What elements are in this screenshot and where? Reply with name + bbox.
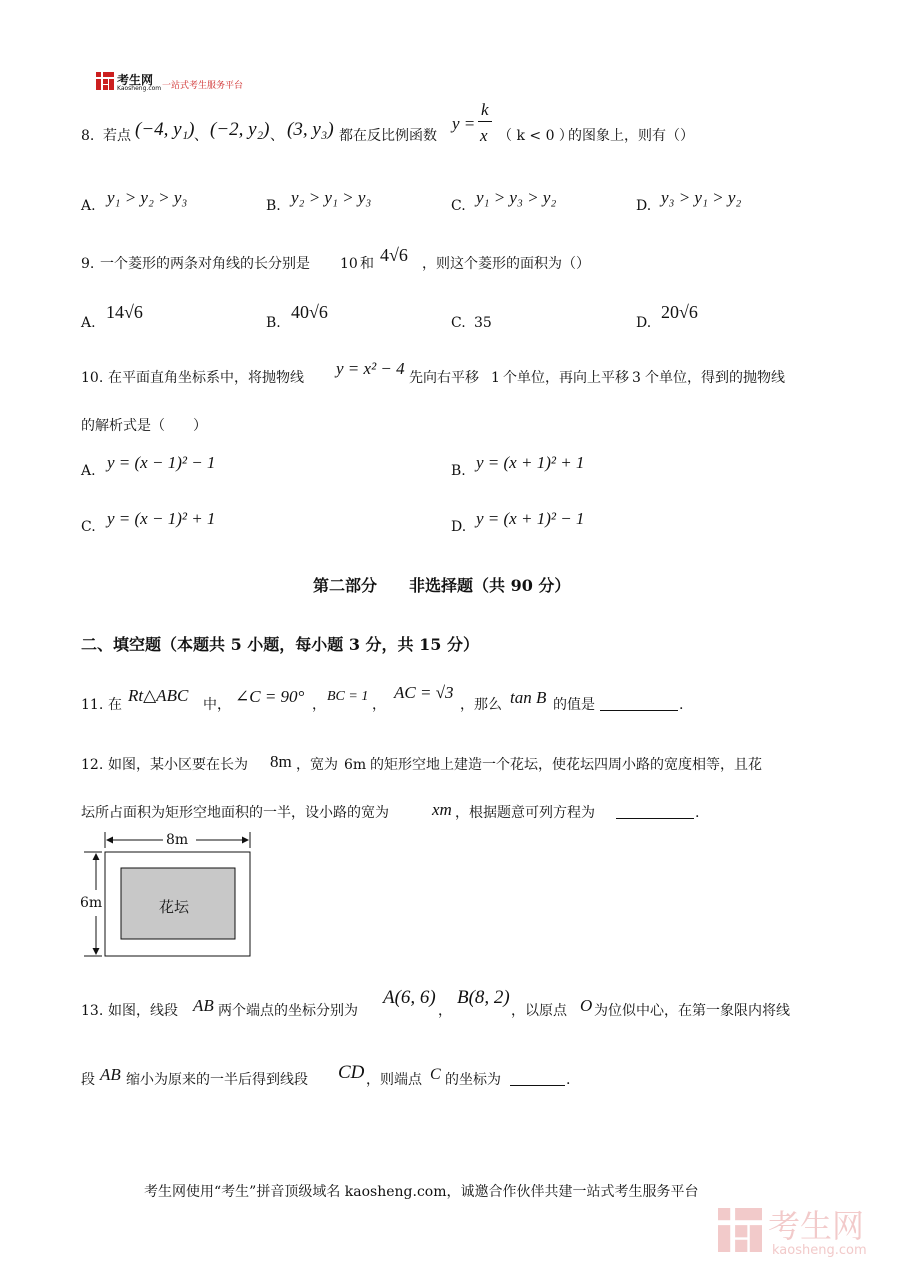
watermark	[718, 1203, 888, 1263]
q13-text-line2b: 缩小为原来的一半后得到线段	[126, 1072, 308, 1088]
q13-ab-2: AB	[100, 1065, 121, 1084]
q13-comma: ，	[438, 1003, 452, 1019]
q12-number: 12.	[81, 757, 104, 773]
q12-figure	[78, 830, 258, 960]
q12-end: .	[695, 805, 700, 821]
part-two-heading: 第二部分 非选择题（共 90 分）	[313, 576, 571, 595]
q11-comma-2: ，	[372, 697, 386, 713]
q9-value-a: 10	[340, 256, 358, 272]
q11-ac: AC = √3	[394, 683, 454, 702]
section-two-heading: 二、填空题（本题共 5 小题，每小题 3 分，共 15 分）	[81, 635, 479, 654]
q9-option-c: 35	[474, 315, 492, 331]
q8-number: 8.	[81, 128, 95, 144]
q12-text-line2a: 坛所占面积为矩形空地面积的一半，设小路的宽为	[81, 805, 389, 821]
watermark-domain: kaosheng.com	[772, 1243, 867, 1258]
logo-slogan: 一站式考生服务平台	[162, 81, 244, 91]
q13-text-post: 为位似中心，在第一象限内将线	[594, 1003, 790, 1019]
q10-text-mid1: 先向右平移	[409, 370, 479, 386]
q8-option-b-label: B.	[266, 198, 281, 214]
q12-length: 8m	[270, 752, 292, 771]
q9-option-a: 14√6	[106, 302, 143, 322]
q13-text-mid1: 两个端点的坐标分别为	[218, 1003, 358, 1019]
q13-cd: CD	[338, 1062, 365, 1083]
q13-text-pre: 如图，线段	[108, 1003, 178, 1019]
logo-domain: Kaosheng.com	[117, 85, 162, 92]
q10-option-d: y = (x + 1)² − 1	[476, 509, 585, 528]
q11-tan: tan B	[510, 688, 547, 707]
q12-text-line2b: ，根据题意可列方程为	[455, 805, 595, 821]
q8-sep-2: 、	[270, 128, 284, 144]
q8-point-1: (−4, y₁)	[135, 119, 195, 140]
q13-end: .	[566, 1072, 571, 1088]
q11-text-pre: 在	[108, 697, 122, 713]
footer-text: 考生网使用“考生”拼音顶级域名 kaosheng.com，诚邀合作伙伴共建一站式考生服务平台	[144, 1184, 699, 1200]
q8-option-a: y₁ > y₂ > y₃	[107, 188, 188, 207]
q13-text-line2a: 段	[81, 1072, 95, 1088]
q10-number: 10.	[81, 370, 104, 386]
q8-option-a-label: A.	[81, 198, 96, 214]
q10-option-c: y = (x − 1)² + 1	[107, 509, 216, 528]
q13-point-a: A(6, 6)	[383, 987, 436, 1008]
q8-text-pre: 若点	[103, 128, 131, 144]
q12-xm: xm	[432, 800, 452, 819]
q8-sep-1: 、	[194, 128, 208, 144]
q8-condition: （ k < 0 ）	[498, 128, 573, 144]
logo-name: 考生网	[117, 73, 154, 87]
q10-text-mid3: 个单位，得到的抛物线	[645, 370, 785, 386]
q9-text-pre: 一个菱形的两条对角线的长分别是	[100, 256, 310, 272]
q10-n1: 1	[491, 370, 500, 386]
q13-origin: O	[580, 996, 593, 1015]
q11-comma-1: ，	[312, 697, 326, 713]
q10-option-a-label: A.	[81, 463, 96, 479]
q10-function: y = x² − 4	[336, 359, 405, 378]
q8-point-2: (−2, y₂)	[210, 119, 270, 140]
q13-text-mid2: ，以原点	[511, 1003, 567, 1019]
q11-answer-blank[interactable]	[600, 698, 678, 711]
q10-text-pre: 在平面直角坐标系中，将抛物线	[108, 370, 304, 386]
kaosheng-logo-icon	[96, 72, 114, 90]
watermark-logo-icon	[718, 1205, 762, 1255]
q8-option-c: y₁ > y₃ > y₂	[476, 188, 557, 207]
q11-zhong: 中，	[203, 697, 231, 713]
q10-text-mid2: 个单位，再向上平移	[503, 370, 629, 386]
q8-fraction-bar	[478, 121, 492, 122]
q8-fn-denominator: x	[480, 126, 488, 145]
q10-option-b-label: B.	[451, 463, 466, 479]
q8-fn-lhs: y =	[452, 114, 476, 133]
q13-text-line2c: ，则端点	[366, 1072, 422, 1088]
q13-number: 13.	[81, 1003, 104, 1019]
q13-c: C	[430, 1066, 441, 1083]
q9-option-a-label: A.	[81, 315, 96, 331]
watermark-name: 考生网	[768, 1207, 865, 1245]
q8-text-mid: 都在反比例函数	[339, 128, 437, 144]
q9-and: 和	[360, 256, 374, 272]
q13-point-b: B(8, 2)	[457, 987, 510, 1008]
q13-answer-blank[interactable]	[510, 1073, 565, 1086]
q9-number: 9.	[81, 256, 95, 272]
q9-option-d: 20√6	[661, 302, 698, 322]
q9-value-b: 4√6	[380, 245, 408, 265]
q13-text-line2d: 的坐标为	[445, 1072, 501, 1088]
q9-option-c-label: C.	[451, 315, 466, 331]
q9-option-b: 40√6	[291, 302, 328, 322]
q12-width: 6m	[344, 757, 367, 773]
q8-fn-numerator: k	[481, 100, 489, 119]
q12-figure-diagram	[78, 830, 258, 960]
q10-option-b: y = (x + 1)² + 1	[476, 453, 585, 472]
q8-option-d-label: D.	[636, 198, 652, 214]
q10-option-a: y = (x − 1)² − 1	[107, 453, 216, 472]
q12-text-pre: 如图，某小区要在长为	[108, 757, 248, 773]
q11-number: 11.	[81, 697, 104, 713]
q10-option-d-label: D.	[451, 519, 467, 535]
q8-option-c-label: C.	[451, 198, 466, 214]
q11-bc: BC = 1	[327, 689, 369, 704]
q12-text-mid: ，宽为	[296, 757, 338, 773]
q8-option-d: y₃ > y₁ > y₂	[661, 188, 742, 207]
q9-text-post: ，则这个菱形的面积为（）	[422, 256, 590, 272]
q11-text-post: 的值是	[553, 697, 595, 713]
q11-angle: ∠C = 90°	[235, 687, 305, 706]
q12-figure-top-label: 8m	[166, 832, 189, 848]
q11-end: .	[679, 697, 684, 713]
q12-text-post: 的矩形空地上建造一个花坛，使花坛四周小路的宽度相等，且花	[370, 757, 762, 773]
q9-option-d-label: D.	[636, 315, 652, 331]
q11-text-c3: ，那么	[460, 697, 502, 713]
q8-text-post: 的图象上，则有（）	[568, 128, 694, 144]
q12-figure-side-label: 6m	[80, 895, 103, 911]
q11-triangle: Rt△ABC	[128, 686, 189, 705]
q9-option-b-label: B.	[266, 315, 281, 331]
q13-ab: AB	[193, 996, 214, 1015]
q8-option-b: y₂ > y₁ > y₃	[291, 188, 372, 207]
q12-figure-inner-label: 花坛	[159, 898, 190, 916]
q10-option-c-label: C.	[81, 519, 96, 535]
q10-n2: 3	[632, 370, 641, 386]
q10-text-line2: 的解析式是（ ）	[81, 418, 207, 434]
q12-answer-blank[interactable]	[616, 806, 694, 819]
q8-point-3: (3, y₃)	[287, 119, 334, 140]
